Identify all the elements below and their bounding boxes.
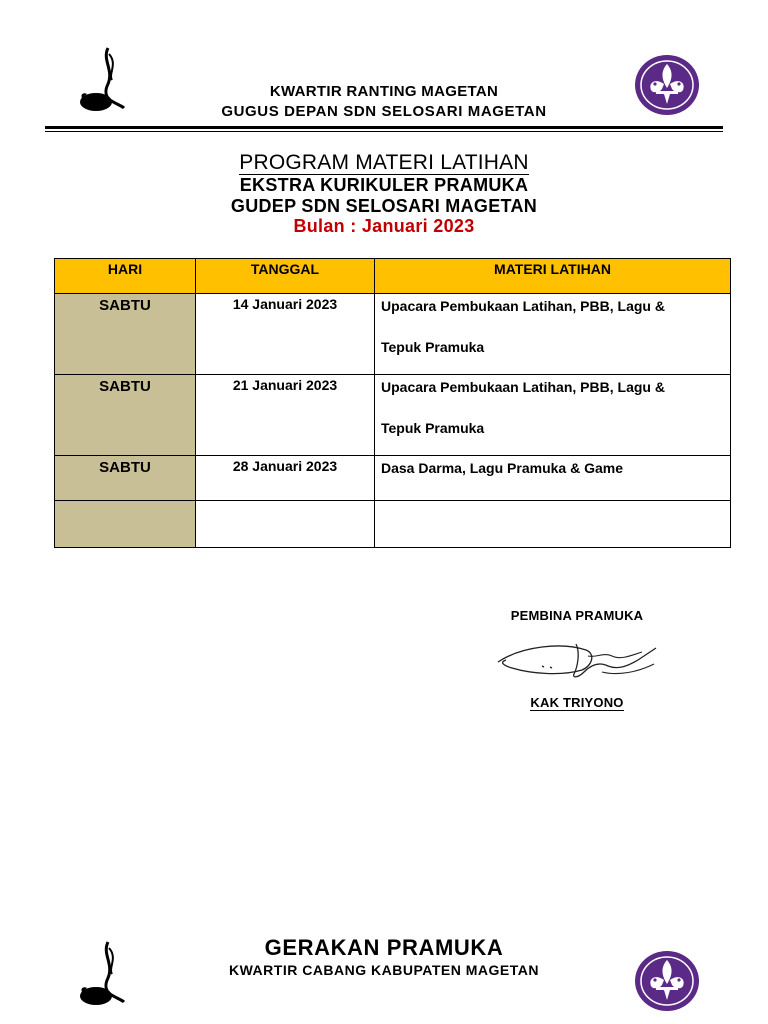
month-label: Bulan : Januari 2023 xyxy=(293,216,475,236)
signatory-name xyxy=(478,695,676,710)
signature-role: PEMBINA PRAMUKA xyxy=(510,608,644,623)
footer-subtitle: KWARTIR CABANG KABUPATEN MAGETAN xyxy=(229,962,539,978)
materi-line: Upacara Pembukaan Latihan, PBB, Lagu & xyxy=(381,298,665,314)
document-title-text: PROGRAM MATERI LATIHAN xyxy=(239,151,529,174)
column-header-hari: HARI xyxy=(55,259,196,294)
column-header-tanggal: TANGGAL xyxy=(196,259,375,294)
table-row xyxy=(55,375,731,456)
header-line-2: GUGUS DEPAN SDN SELOSARI MAGETAN xyxy=(221,103,547,120)
document-title xyxy=(0,151,768,175)
cell-tanggal xyxy=(196,501,375,548)
table-row xyxy=(55,501,731,548)
document-subtitle-2: GUDEP SDN SELOSARI MAGETAN xyxy=(230,196,538,216)
cell-hari: SABTU xyxy=(55,375,196,456)
table-row xyxy=(55,456,731,501)
cell-tanggal: 14 Januari 2023 xyxy=(196,294,375,375)
materi-line: Dasa Darma, Lagu Pramuka & Game xyxy=(381,460,623,476)
header-divider-thin xyxy=(45,131,723,132)
document-subtitle-1: EKSTRA KURIKULER PRAMUKA xyxy=(239,175,529,195)
cell-tanggal: 21 Januari 2023 xyxy=(196,375,375,456)
materi-line: Tepuk Pramuka xyxy=(381,420,485,436)
header-divider-thick xyxy=(45,126,723,129)
table-header-row xyxy=(55,259,731,294)
materi-line: Tepuk Pramuka xyxy=(381,339,485,355)
cell-materi xyxy=(375,375,731,456)
table-row xyxy=(55,294,731,375)
cell-tanggal: 28 Januari 2023 xyxy=(196,456,375,501)
header-line-1: KWARTIR RANTING MAGETAN xyxy=(269,83,499,100)
column-header-materi: MATERI LATIHAN xyxy=(375,259,731,294)
cell-hari: SABTU xyxy=(55,456,196,501)
schedule-table xyxy=(54,258,731,548)
cell-hari: SABTU xyxy=(55,294,196,375)
cell-materi xyxy=(375,456,731,501)
handwritten-signature xyxy=(492,632,662,688)
cell-materi xyxy=(375,294,731,375)
materi-line: Upacara Pembukaan Latihan, PBB, Lagu & xyxy=(381,379,665,395)
signatory-name-text: KAK TRIYONO xyxy=(530,695,624,710)
cell-hari xyxy=(55,501,196,548)
cell-materi xyxy=(375,501,731,548)
footer-title: GERAKAN PRAMUKA xyxy=(264,935,504,960)
